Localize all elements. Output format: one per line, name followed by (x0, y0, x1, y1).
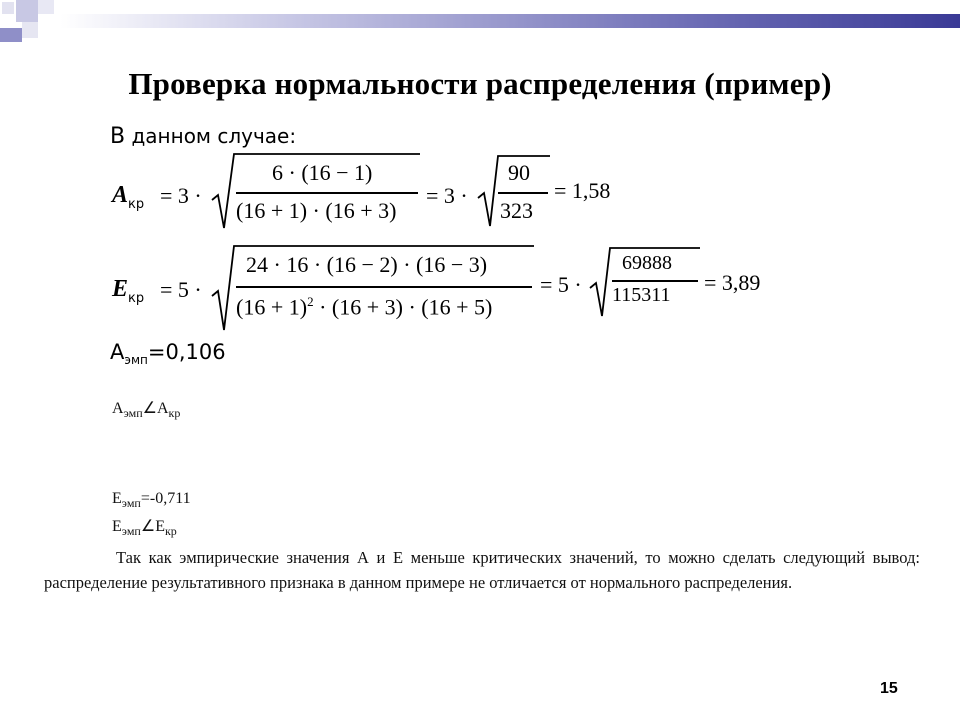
formula-e-den-rest: · (16 + 3) · (16 + 5) (313, 294, 493, 320)
intro-first-letter: В (110, 124, 126, 149)
a-compare-left-sub: эмп (123, 406, 143, 421)
formula-a-fraction2-line (498, 192, 548, 194)
a-compare-right-sub: кр (168, 406, 181, 421)
e-comparison (112, 516, 177, 539)
formula-e-letter: E (112, 276, 129, 302)
e-empirical-value (112, 490, 191, 511)
formula-a-subscript: кр (128, 196, 145, 212)
formula-e-numerator: 24 · 16 · (16 − 2) · (16 − 3) (246, 252, 488, 277)
intro-rest: данном случае: (125, 124, 297, 148)
formula-e-den-base: (16 + 1) (236, 294, 308, 320)
formula-e-mid-eq: = 5 · (540, 272, 582, 297)
formula-e-lhs-eq: = 5 · (160, 277, 202, 302)
e-emp-letter: Е (112, 490, 122, 507)
a-compare-right: А (156, 400, 169, 417)
formula-a-symbol (112, 182, 144, 212)
formula-e-fraction-line (236, 286, 532, 288)
formula-e-result: = 3,89 (704, 270, 761, 295)
formula-e-subscript: кр (128, 290, 145, 306)
a-comparison (112, 398, 180, 421)
slide-title: Проверка нормальности распределения (пример) (128, 66, 832, 101)
a-emp-value: =0,106 (147, 340, 226, 364)
formula-a-result: = 1,58 (554, 178, 611, 203)
formula-a-fraction-line (236, 192, 418, 194)
formula-a-mid-eq: = 3 · (426, 183, 468, 208)
e-emp-value: =-0,711 (140, 490, 191, 507)
page-number: 15 (880, 680, 898, 697)
intro-text (110, 124, 296, 149)
angle-sign-icon: ∠ (140, 518, 156, 535)
formula-e-symbol (112, 276, 144, 306)
formula-e-num2: 69888 (622, 252, 672, 274)
formula-a-numerator: 6 · (16 − 1) (272, 160, 373, 185)
formula-e-denominator (236, 294, 492, 320)
formula-a-lhs-eq: = 3 · (160, 183, 202, 208)
a-empirical-value (110, 340, 226, 367)
formula-a-letter: A (112, 182, 129, 208)
formula-e-den2: 115311 (612, 284, 671, 306)
formula-a-num2: 90 (508, 160, 530, 185)
formula-a-denominator: (16 + 1) · (16 + 3) (236, 198, 397, 223)
formula-e-fraction2-line (612, 280, 698, 282)
conclusion-paragraph: Так как эмпирические значения А и Е меньше критических значений, то можно сделать следующий вывод: распределение результативного признака в данном примере не отличается от нормального распределения. (44, 548, 920, 592)
angle-sign-icon: ∠ (142, 400, 157, 417)
a-emp-sub: эмп (124, 353, 148, 368)
formula-a-den2: 323 (500, 198, 533, 223)
e-compare-right: Е (155, 518, 165, 535)
e-compare-left-sub: эмп (121, 524, 141, 539)
a-emp-letter: А (110, 340, 125, 364)
e-compare-left: Е (112, 518, 122, 535)
a-compare-left: А (112, 400, 124, 417)
e-compare-right-sub: кр (164, 524, 177, 539)
formula-e-den-exponent: 2 (307, 294, 314, 309)
e-emp-sub: эмп (121, 496, 141, 511)
